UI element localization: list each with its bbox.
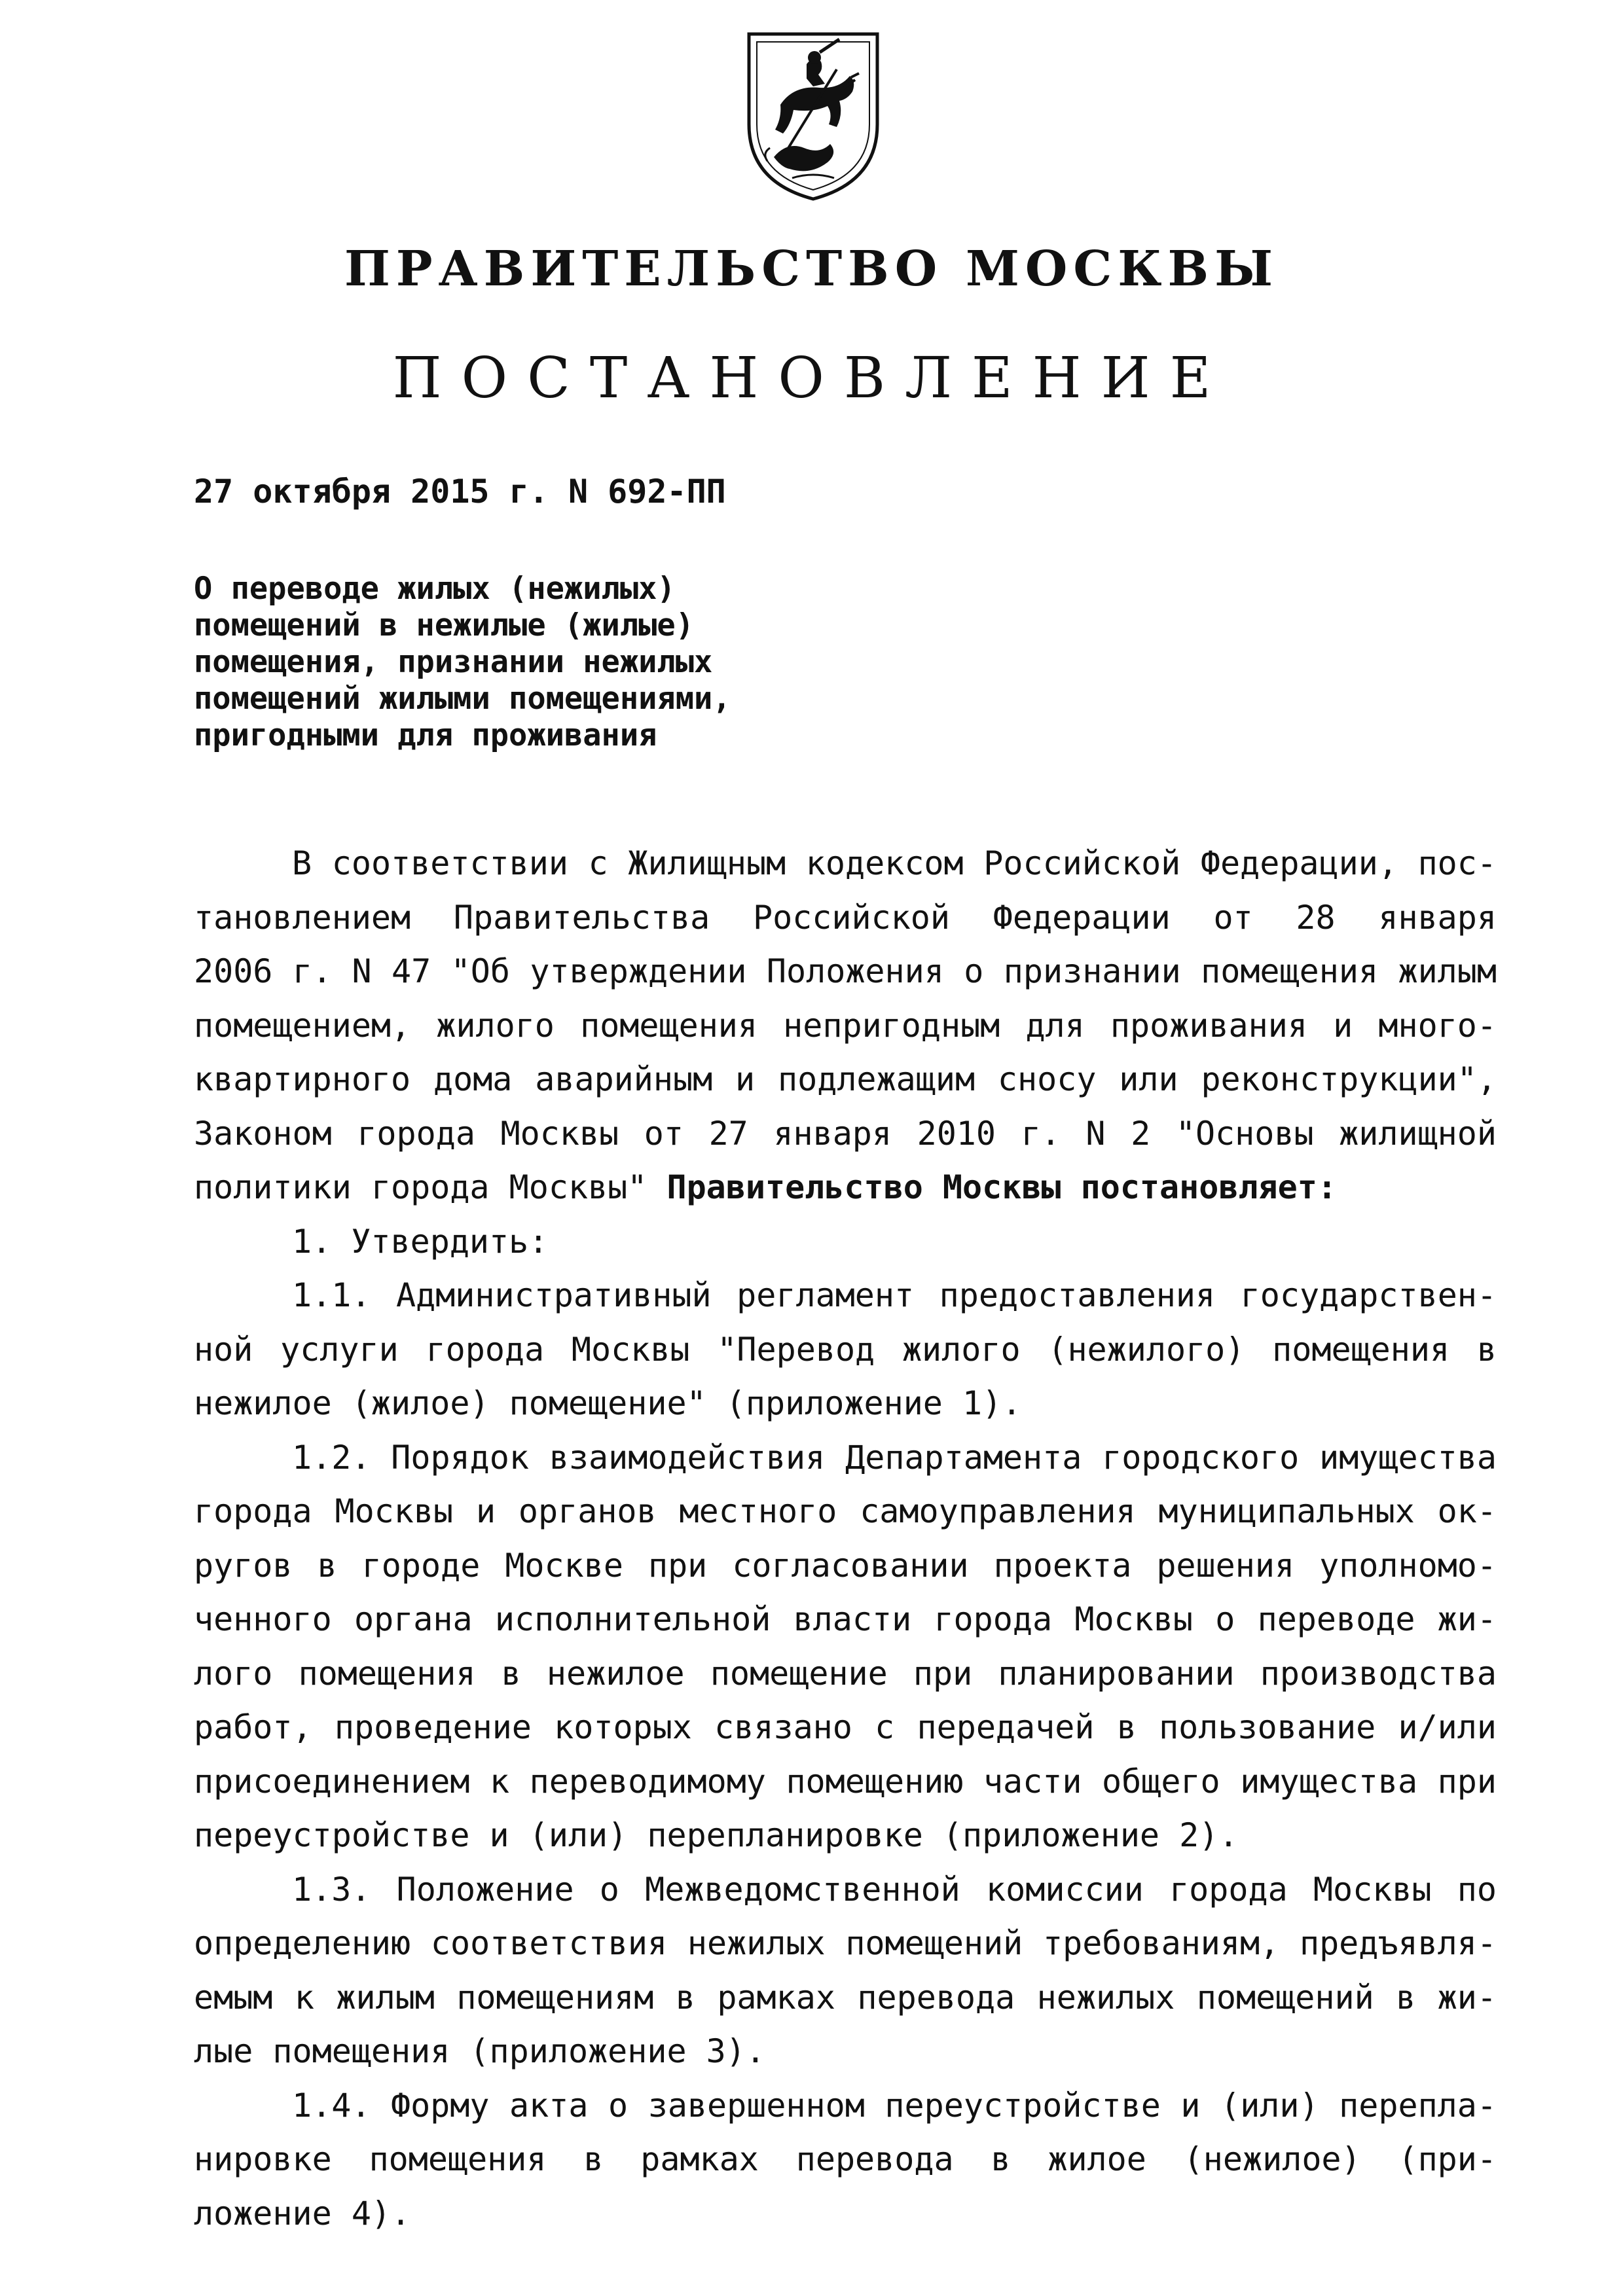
item-1-3-line: лые помещения (приложение 3). xyxy=(194,2032,765,2070)
document-body xyxy=(194,836,1497,2240)
preamble-line-end: политики города Москвы" xyxy=(194,1168,667,1206)
item-1-4-line: 1.4. Форму акта о завершенном переустройстве и (или) перепла- xyxy=(292,2086,1497,2125)
preamble-line: 2006 г. N 47 "Об утверждении Положения о признании помещения жилым xyxy=(194,952,1497,990)
item-1-4-line: ложение 4). xyxy=(194,2194,411,2233)
document-type: ПОСТАНОВЛЕНИЕ xyxy=(392,346,1231,411)
item-1-3-line: определению соответствия нежилых помещений требованиям, предъявля- xyxy=(194,1924,1497,1962)
item-1-3-line: емым к жилым помещениям в рамках перевода нежилых помещений в жи- xyxy=(194,1978,1497,2017)
preamble-line: В соответствии с Жилищным кодексом Российской Федерации, пос- xyxy=(292,844,1497,882)
document-date-number: 27 октября 2015 г. N 692-ПП xyxy=(194,473,726,511)
item-1-2-line: переустройстве и (или) перепланировке (приложение 2). xyxy=(194,1816,1239,1854)
item-1-2-line: города Москвы и органов местного самоуправления муниципальных ок- xyxy=(194,1492,1497,1530)
subject-line: помещения, признании нежилых xyxy=(194,644,713,680)
document-subject xyxy=(194,571,731,754)
preamble-line: тановлением Правительства Российской Федерации от 28 января xyxy=(194,898,1497,937)
preamble-line xyxy=(194,1160,1497,1215)
preamble-line: квартирного дома аварийным и подлежащим сносу или реконструкции", xyxy=(194,1060,1497,1098)
preamble-line: помещением, жилого помещения непригодным для проживания и много- xyxy=(194,1006,1497,1045)
item-1-1-line: 1.1. Административный регламент предоставления государствен- xyxy=(292,1276,1497,1314)
subject-line: О переводе жилых (нежилых) xyxy=(194,571,676,607)
item-1: 1. Утвердить: xyxy=(292,1222,549,1261)
item-1-2-line: работ, проведение которых связано с передачей в пользование и/или xyxy=(194,1708,1497,1746)
organization-title: ПРАВИТЕЛЬСТВО МОСКВЫ xyxy=(344,241,1279,297)
subject-line: помещений жилыми помещениями, xyxy=(194,681,731,717)
item-1-2-line: присоединением к переводимому помещению части общего имущества при xyxy=(194,1762,1497,1801)
subject-line: помещений в нежилые (жилые) xyxy=(194,607,695,643)
item-1-2-line: лого помещения в нежилое помещение при планировании производства xyxy=(194,1654,1497,1693)
item-1-2-line: ругов в городе Москве при согласовании проекта решения уполномо- xyxy=(194,1546,1497,1585)
item-1-1-line: ной услуги города Москвы "Перевод жилого (нежилого) помещения в xyxy=(194,1330,1497,1369)
item-1-3-line: 1.3. Положение о Межведомственной комиссии города Москвы по xyxy=(292,1870,1497,1909)
item-1-2-line: ченного органа исполнительной власти города Москвы о переводе жи- xyxy=(194,1600,1497,1638)
item-1-2-line: 1.2. Порядок взаимодействия Департамента городского имущества xyxy=(292,1438,1497,1477)
subject-line: пригодными для проживания xyxy=(194,717,657,753)
item-1-4-line: нировке помещения в рамках перевода в жилое (нежилое) (при- xyxy=(194,2140,1497,2178)
item-1-1-line: нежилое (жилое) помещение" (приложение 1). xyxy=(194,1384,1022,1422)
preamble-line: Законом города Москвы от 27 января 2010 г. N 2 "Основы жилищной xyxy=(194,1114,1497,1153)
moscow-coat-of-arms-icon xyxy=(741,26,885,204)
resolves-phrase: Правительство Москвы постановляет: xyxy=(666,1168,1337,1206)
